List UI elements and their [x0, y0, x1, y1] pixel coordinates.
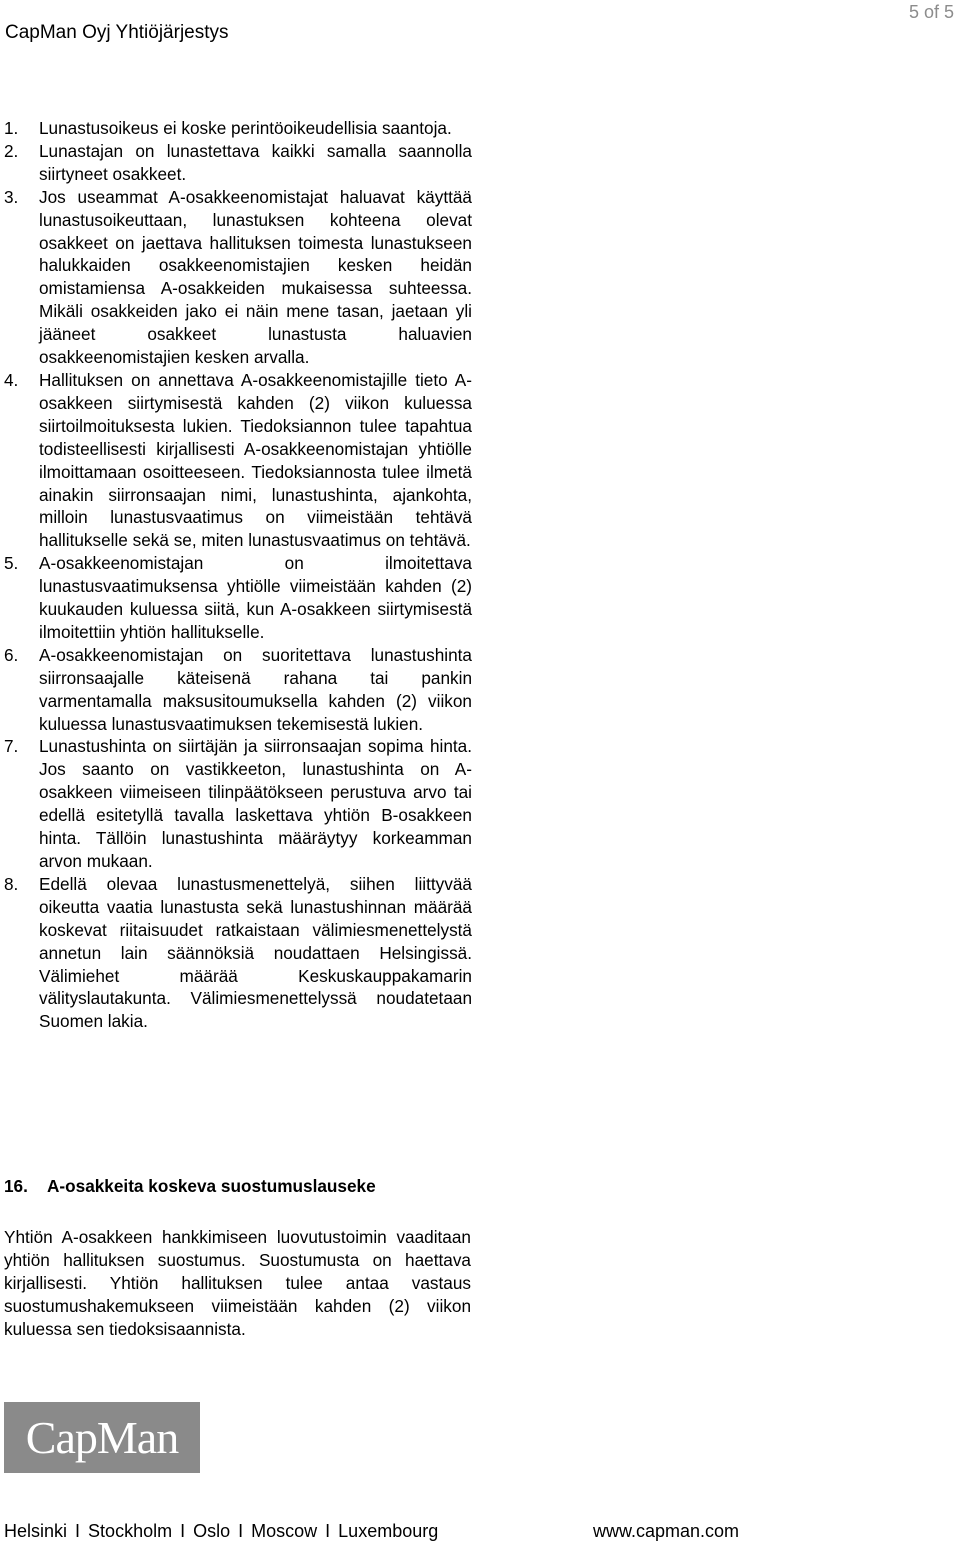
- list-item: [4, 735, 472, 872]
- item-number: 5.: [4, 553, 19, 574]
- list-item: [4, 552, 472, 644]
- item-number: 4.: [4, 369, 19, 390]
- list-item: [4, 186, 472, 369]
- item-number: 6.: [4, 644, 19, 665]
- footer-separator: I: [238, 1521, 244, 1541]
- item-number: 1.: [4, 118, 19, 138]
- capman-logo: [4, 1402, 200, 1473]
- list-item: [4, 369, 472, 552]
- item-text: A-osakkeenomistajan on suoritettava lunastushinta siirronsaajalle käteisenä rahana tai pankin varmentamalla maksusitoumuksella kahden (2) viikon kuluessa lunastusvaatimuksen tekemisestä lukien.: [39, 644, 472, 734]
- section-heading: [4, 1176, 376, 1197]
- item-text: Lunastushinta on siirtäjän ja siirronsaajan sopima hinta. Jos saanto on vastikkeeton, lunastushinta on A-osakkeen viimeiseen tilinpäätökseen perustuva arvo tai edellä esitetyllä tavalla laskettava yhtiön B-osakkeen hinta. Tällöin lunastushinta määräytyy korkeamman arvon mukaan.: [39, 736, 472, 871]
- item-number: 2.: [4, 140, 19, 161]
- item-number: 3.: [4, 186, 19, 207]
- item-text: A-osakkeenomistajan on ilmoitettava lunastusvaatimuksensa yhtiölle viimeistään kahden (2) kuukauden kuluessa siitä, kun A-osakkeen siirtymisestä ilmoitettiin yhtiön hallitukselle.: [39, 553, 472, 642]
- footer-separator: I: [325, 1521, 331, 1541]
- item-text: Lunastusoikeus ei koske perintöoikeudellisia saantoja.: [39, 118, 452, 138]
- footer-city: Helsinki: [4, 1521, 68, 1541]
- section-number: 16.: [4, 1176, 28, 1196]
- footer-separator: I: [75, 1521, 81, 1541]
- footer-city: Moscow: [251, 1521, 318, 1541]
- section-title-text: A-osakkeita koskeva suostumuslauseke: [47, 1176, 376, 1196]
- item-number: 7.: [4, 736, 19, 757]
- footer-separator: I: [180, 1521, 186, 1541]
- footer-cities: [4, 1521, 438, 1542]
- numbered-list: [4, 117, 472, 1033]
- footer-city: Oslo: [193, 1521, 231, 1541]
- footer-website-link[interactable]: www.capman.com: [593, 1521, 740, 1541]
- logo-wordmark: CapMan: [25, 1412, 179, 1463]
- footer-city: Stockholm: [88, 1521, 173, 1541]
- item-text: Jos useammat A-osakkeenomistajat haluavat käyttää lunastusoikeuttaan, lunastuksen kohteena olevat osakkeet on jaettava hallituksen toimesta lunastukseen halukkaiden osakkeenomistajien kesken heidän omistamiensa A-osakkeiden mukaisessa suhteessa. Mikäli osakkeiden jako ei näin mene tasan, jaetaan yli jääneet osakkeet lunastusta haluavien osakkeenomistajien kesken arvalla.: [39, 186, 472, 368]
- section-body: Yhtiön A-osakkeen hankkimiseen luovutustoimin vaaditaan yhtiön hallituksen suostumus. Suostumusta on haettava kirjallisesti. Yhtiön hallituksen tulee antaa vastaus suostumushakemukseen viimeistään kahden (2) viikon kuluessa sen tiedoksisaannista.: [4, 1227, 471, 1339]
- footer-city: Luxembourg: [338, 1521, 439, 1541]
- list-item: [4, 117, 472, 140]
- list-item: [4, 140, 472, 186]
- item-number: 8.: [4, 873, 19, 894]
- item-text: Hallituksen on annettava A-osakkeenomistajille tieto A-osakkeen siirtymisestä kahden (2) viikon kuluessa siirtoilmoituksesta lukien. Tiedoksiannon tulee tapahtua todisteellisesti kirjallisesti A-osakkeenomistajan yhtiölle ilmoittamaan osoitteeseen. Tiedoksiannosta tulee ilmetä ainakin siirronsaajan nimi, lunastushinta, ajankohta, milloin lunastusvaatimus on viimeistään tehtävä hallitukselle sekä se, miten lunastusvaatimus on tehtävä.: [39, 369, 472, 551]
- list-item: [4, 644, 472, 736]
- list-item: [4, 873, 472, 1033]
- page-number: 5 of 5: [908, 2, 954, 22]
- item-text: Lunastajan on lunastettava kaikki samalla saannolla siirtyneet osakkeet.: [39, 140, 472, 184]
- document-title: CapMan Oyj Yhtiöjärjestys: [5, 22, 229, 43]
- item-text: Edellä olevaa lunastusmenettelyä, siihen liittyvää oikeutta vaatia lunastusta sekä lunastushinnan määrää koskevat riitaisuudet ratkaistaan välimiesmenettelystä annetun lain säännöksiä noudattaen Helsingissä. Välimiehet määrää Keskuskauppakamarin välityslautakunta. Välimiesmenettelyssä noudatetaan Suomen lakia.: [39, 873, 472, 1032]
